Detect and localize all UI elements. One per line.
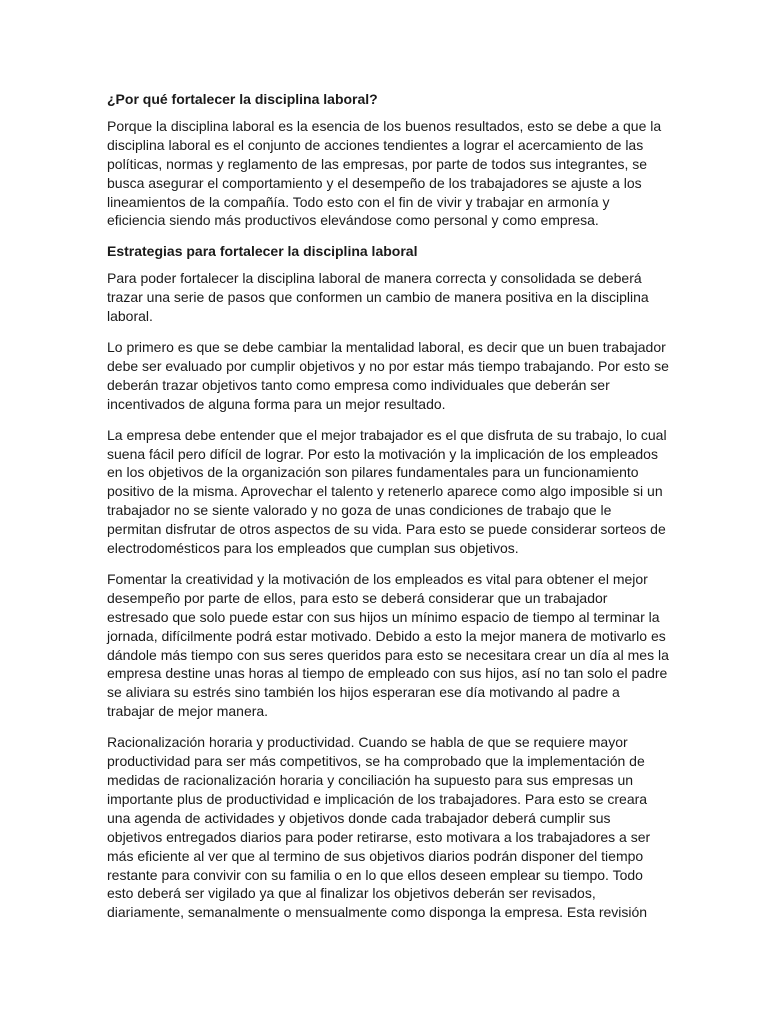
section-heading-why: ¿Por qué fortalecer la disciplina laboral? [107,91,378,107]
paragraph-2-line: laboral. [107,308,153,325]
paragraph-6-line: Racionalización horaria y productividad. Cuando se habla de que se requiere mayor [107,734,628,751]
paragraph-5-line: jornada, difícilmente podrá estar motivado. Debido a esto la mejor manera de motivarlo es [107,627,666,644]
paragraph-2-line: Para poder fortalecer la disciplina laboral de manera correcta y consolidada se deberá [107,270,642,287]
paragraph-6-line: más eficiente al ver que al termino de sus objetivos diarios podrán disponer del tiempo [107,847,644,864]
paragraph-3 [107,338,669,414]
paragraph-4-line: en los objetivos de la organización son pilares fundamentales para un funcionamiento [107,464,639,481]
paragraph-1-line: eficiencia siendo más productivos elevándose como personal y como empresa. [107,212,599,229]
paragraph-6-line: diariamente, semanalmente o mensualmente como disponga la empresa. Esta revisión [107,904,648,921]
paragraph-1 [107,117,662,230]
paragraph-5-line: se aliviara su estrés sino también los hijos esperaran ese día motivando al padre a [107,684,620,701]
paragraph-6-line: objetivos entregados diarios para poder retirarse, esto motivara a los trabajadores a ser [107,828,651,845]
paragraph-1-line: Porque la disciplina laboral es la esencia de los buenos resultados, esto se debe a que la [107,117,662,134]
paragraph-5 [107,570,669,721]
paragraph-5-line: desempeño por parte de ellos, para esto se deberá considerar que un trabajador [107,589,608,606]
paragraph-5-line: empresa destine unas horas al tiempo de empleado con sus hijos, así no tan solo el padre [107,665,668,682]
paragraph-1-line: disciplina laboral es el conjunto de acciones tendientes a lograr el acercamiento de las [107,136,644,153]
paragraph-5-line: trabajar de mejor manera. [107,703,269,720]
paragraph-5-line: dándole más tiempo con sus seres queridos para esto se necesitara crear un día al mes la [107,646,669,663]
paragraph-6-line: restante para convivir con su familia o en lo que ellos deseen emplear su tiempo. Todo [107,866,643,883]
paragraph-4-line: permitan disfrutar de otros aspectos de su vida. Para esto se puede considerar sorteos de [107,521,666,538]
paragraph-3-line: deberán trazar objetivos tanto como empresa como individuales que deberán ser [107,376,610,393]
paragraph-4-line: suena fácil pero difícil de lograr. Por esto la motivación y la implicación de los empleados [107,445,658,462]
paragraph-3-line: incentivados de alguna forma para un mejor resultado. [107,395,446,412]
paragraph-4-line: trabajador no se siente valorado y no goza de unas condiciones de trabajo que le [107,502,612,519]
paragraph-3-line: debe ser evaluado por cumplir objetivos y no por estar más tiempo trabajando. Por esto se [107,357,669,374]
paragraph-4-line: positivo de la misma. Aprovechar el talento y retenerlo aparece como algo imposible si un [107,483,663,500]
paragraph-5-line: Fomentar la creatividad y la motivación de los empleados es vital para obtener el mejor [107,570,648,587]
paragraph-4-line: La empresa debe entender que el mejor trabajador es el que disfruta de su trabajo, lo cual [107,426,667,443]
paragraph-4 [107,426,667,558]
paragraph-6-line: una agenda de actividades y objetivos donde cada trabajador deberá cumplir sus [107,809,611,826]
paragraph-3-line: Lo primero es que se debe cambiar la mentalidad laboral, es decir que un buen trabajador [107,338,666,355]
paragraph-2 [107,269,662,326]
paragraph-6-line: esto deberá ser vigilado ya que al finalizar los objetivos deberán ser revisados, [107,885,596,902]
paragraph-1-line: lineamientos de la compañía. Todo esto con el fin de vivir y trabajar en armonía y [107,193,610,210]
paragraph-6-line: productividad para ser más competitivos, se ha comprobado que la implementación de [107,753,645,770]
paragraph-1-line: busca asegurar el comportamiento y el desempeño de los trabajadores se ajuste a los [107,174,642,191]
paragraph-6 [107,733,662,922]
paragraph-5-line: estresado que solo puede estar con sus hijos un mínimo espacio de tiempo al terminar la [107,608,660,625]
paragraph-6-line: importante plus de productividad e implicación de los trabajadores. Para esto se creara [107,790,648,807]
document-body [107,90,669,934]
section-heading-strategies: Estrategias para fortalecer la disciplina laboral [107,243,418,260]
paragraph-1-line: políticas, normas y reglamento de las empresas, por parte de todos sus integrantes, se [107,155,648,172]
paragraph-4-line: electrodomésticos para los empleados que cumplan sus objetivos. [107,540,519,557]
paragraph-6-line: medidas de racionalización horaria y conciliación ha supuesto para sus empresas un [107,772,634,788]
paragraph-2-line: trazar una serie de pasos que conformen un cambio de manera positiva en la disciplina [107,289,649,306]
